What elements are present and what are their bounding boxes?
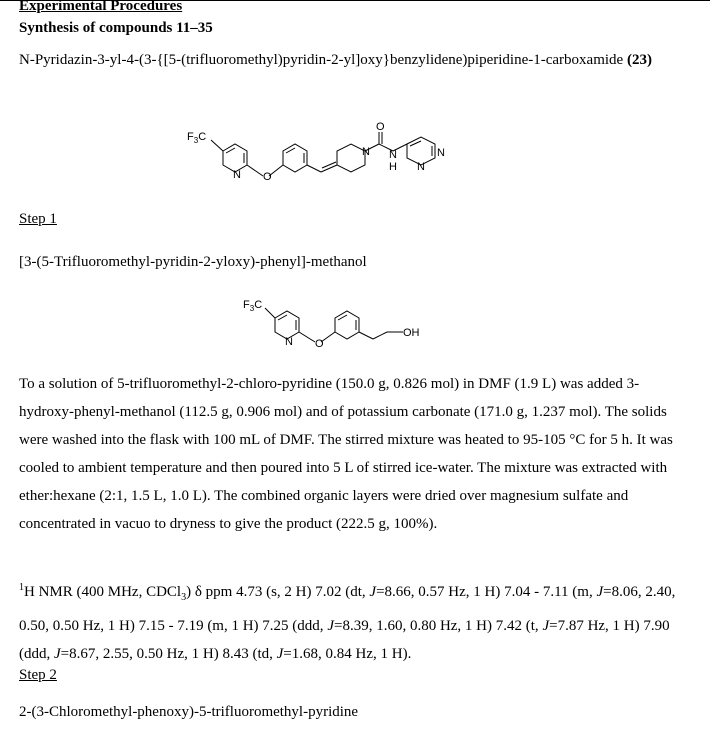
step-1-heading: Step 1 [19, 211, 57, 227]
atom-n-pyridine: N [233, 169, 241, 181]
atom-h-amide: H [389, 161, 397, 173]
step-2-compound-name: 2-(3-Chloromethyl-phenoxy)-5-trifluoromethyl-pyridine [19, 704, 359, 720]
nmr-j-6: J [276, 646, 284, 662]
nmr-text-4: =8.39, 1.60, 0.80 Hz, 1 H) 7.42 (t, [333, 618, 543, 634]
nmr-text-7: =1.68, 0.84 Hz, 1 H). [283, 646, 412, 662]
atom-o-ether-2: O [315, 338, 324, 350]
nmr-j-5: J [54, 646, 61, 662]
atom-n-amide: N [389, 149, 397, 161]
nmr-data [19, 574, 691, 668]
compound-number: (23) [626, 52, 652, 68]
nmr-text-6: =8.67, 2.55, 0.50 Hz, 1 H) 8.43 (td, [60, 646, 277, 662]
atom-n-piperidine: N [362, 146, 370, 158]
step-1-compound-name: [3-(5-Trifluoromethyl-pyridin-2-yloxy)-phenyl]-methanol [19, 254, 367, 270]
cf3-label: $F_3C$ [187, 131, 207, 145]
compound-23-structure [179, 116, 519, 186]
compound-name: N-Pyridazin-3-yl-4-(3-{[5-(trifluoromethyl)pyridin-2-yl]oxy}benzylidene)piperidine-1-carboxamide [19, 52, 624, 68]
step-2-heading: Step 2 [19, 667, 57, 683]
cf3-label-2: $F_3C$ [243, 299, 263, 313]
atom-o-carbonyl: O [376, 121, 385, 133]
nmr-text-1: ) δ ppm 4.73 (s, 2 H) 7.02 (dt, [186, 584, 370, 600]
nmr-text-5: =7.87 Hz, 1 H) 7.90 (ddd, [19, 618, 670, 662]
nmr-subscript: 3 [181, 592, 187, 603]
nmr-mass-number: 1 [19, 582, 24, 593]
atom-n-pyridazine-1: N [417, 161, 425, 173]
nmr-j-3: J [327, 618, 334, 634]
nmr-j-1: J [369, 584, 377, 600]
section-title: Experimental Procedures [19, 0, 183, 14]
atom-o-ether: O [263, 171, 272, 183]
subheading: Synthesis of compounds 11–35 [19, 20, 213, 36]
nmr-head: H NMR (400 MHz, CDCl [24, 584, 182, 600]
atom-oh: OH [403, 327, 420, 339]
nmr-text-2: =8.66, 0.57 Hz, 1 H) 7.04 - 7.11 (m, [376, 584, 597, 600]
nmr-text-3: =8.06, 2.40, 0.50, 0.50 Hz, 1 H) 7.15 - 7.19 (m, 1 H) 7.25 (ddd, [19, 584, 676, 634]
step-1-procedure: To a solution of 5-trifluoromethyl-2-chloro-pyridine (150.0 g, 0.826 mol) in DMF (1.9 L) was added 3-hydroxy-phenyl-methanol (112.5 g, 0.906 mol) and of potassium carbonate (171.0 g, 1.237 mol). The solids were washed into the flask with 100 mL of DMF. The stirred mixture was heated to 95-105 °C for 5 h. It was cooled to ambient temperature and then poured into 5 L of stirred ice-water. The mixture was extracted with ether:hexane (2:1, 1.5 L, 1.0 L). The combined organic layers were dried over magnesium sulfate and concentrated in vacuo to dryness to give the product (222.5 g, 100%). [19, 376, 673, 532]
atom-n-pyridine-2: N [285, 336, 293, 348]
intermediate-structure [231, 290, 471, 350]
atom-n-pyridazine-2: N [437, 147, 445, 159]
nmr-j-2: J [596, 584, 604, 600]
nmr-j-4: J [542, 618, 550, 634]
compound-name-paragraph [19, 46, 689, 74]
